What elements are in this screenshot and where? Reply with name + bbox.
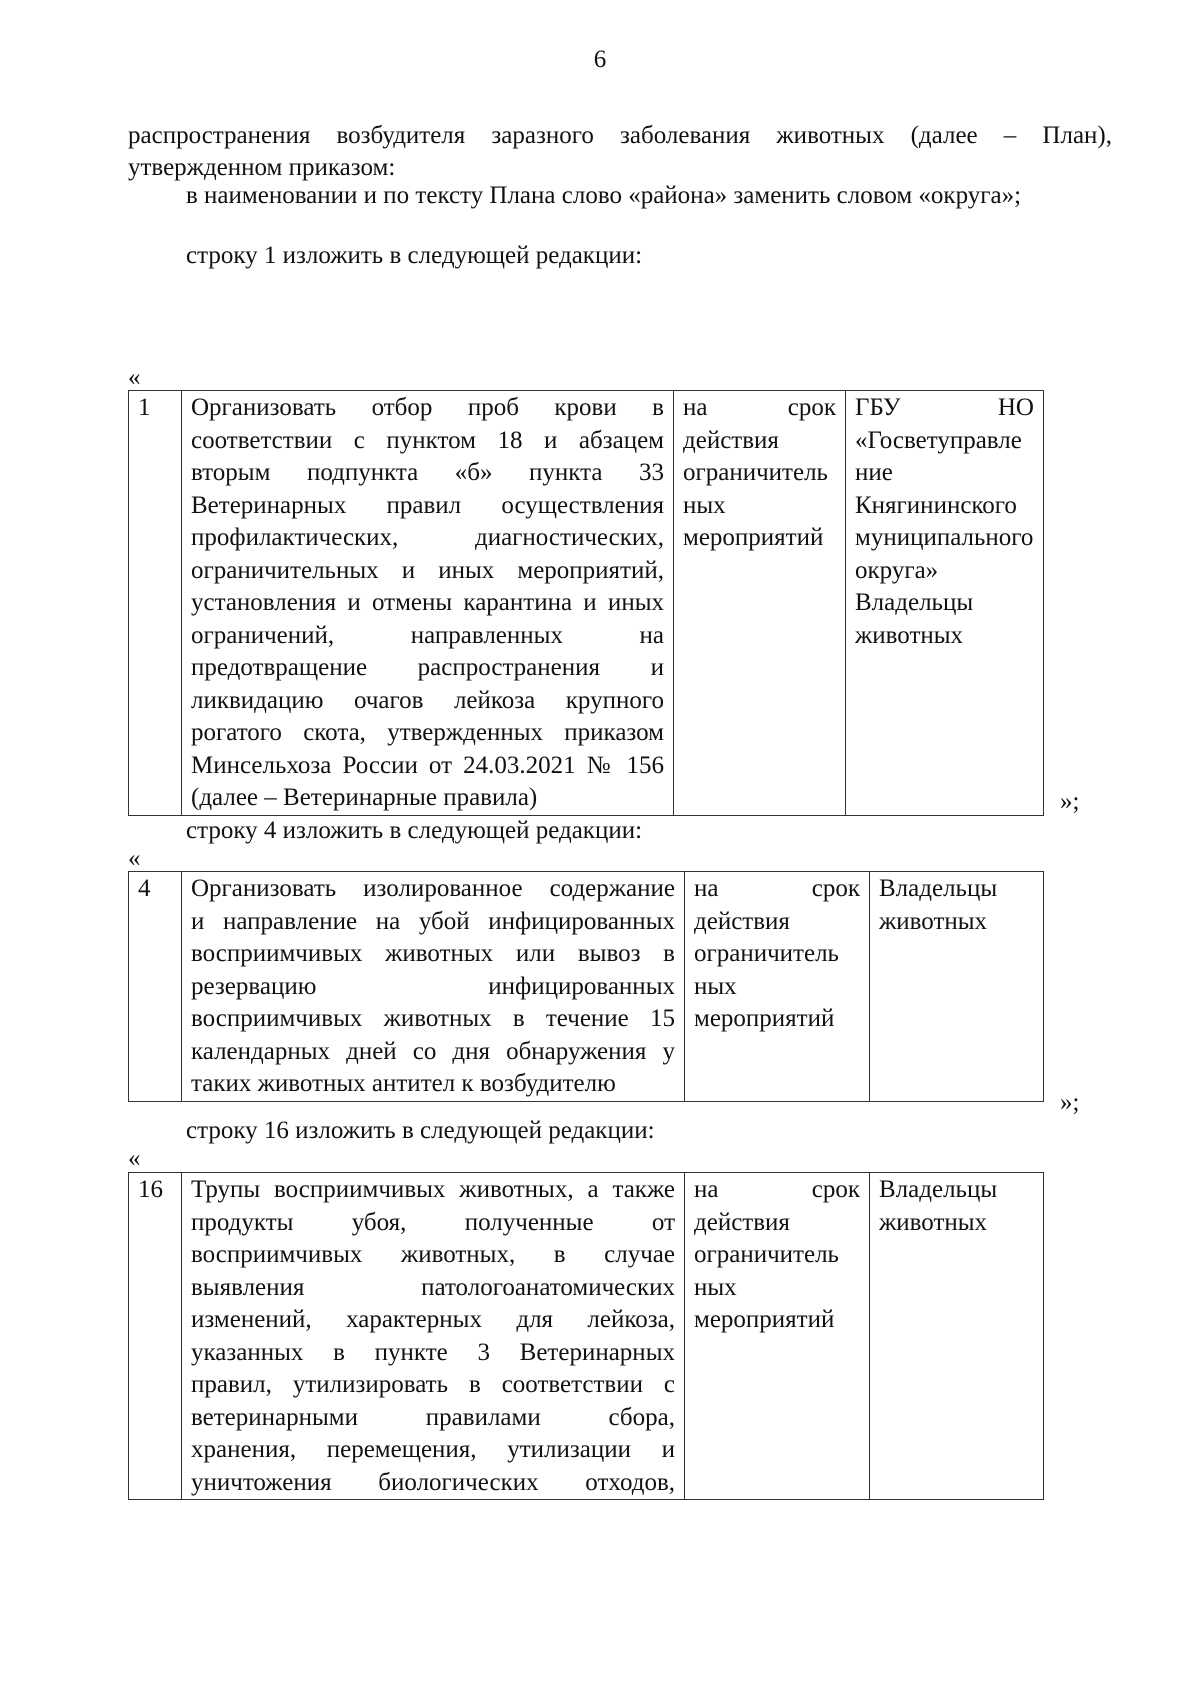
action-line: Организовать отбор проб крови в: [191, 394, 664, 421]
row-number-cell: 1: [129, 391, 182, 816]
action-line: соответствии с пунктом 18 и абзацем: [191, 426, 664, 454]
opening-quote-row-16: «: [128, 1145, 141, 1172]
responsible-line: ГБУ НО: [855, 394, 1034, 421]
action-line: продукты убоя, полученные от: [191, 1208, 675, 1236]
action-cell: [182, 872, 685, 1102]
amendment-table-row-1: [128, 390, 1044, 816]
row-1-heading: строку 1 изложить в следующей редакции:: [186, 242, 643, 269]
action-line: рогатого скота, утвержденных приказом: [191, 719, 664, 746]
action-line: восприимчивых животных или вывоз в: [191, 940, 675, 967]
action-line: правил, утилизировать в соответствии с: [191, 1371, 675, 1398]
action-line: ограничительных и иных мероприятий,: [191, 556, 664, 584]
table-row: [129, 872, 1044, 1102]
action-line: ограничений, направленных на: [191, 621, 664, 649]
row-number-cell: 16: [129, 1173, 182, 1500]
term-line: мероприятий: [683, 524, 824, 551]
amendment-table-row-16: [128, 1172, 1044, 1500]
action-line: ветеринарными правилами сбора,: [191, 1403, 675, 1431]
responsible-line: Владельцы: [879, 875, 998, 902]
action-line: восприимчивых животных, в случае: [191, 1241, 675, 1268]
action-line: резервацию инфицированных: [191, 972, 675, 1000]
intro-paragraph: распространения возбудителя заразного заболевания животных (далее – План), утвержденном приказом:: [128, 122, 1112, 181]
action-line: ликвидацию очагов лейкоза крупного: [191, 686, 664, 714]
action-line: таких животных антител к возбудителю: [191, 1070, 616, 1097]
action-line: изменений, характерных для лейкоза,: [191, 1306, 675, 1333]
responsible-cell: [846, 391, 1044, 816]
responsible-line: Владельцы: [855, 589, 974, 616]
action-line: Трупы восприимчивых животных, а также: [191, 1176, 675, 1203]
amendment-table-row-4: [128, 871, 1044, 1102]
responsible-line: Владельцы: [879, 1176, 998, 1203]
term-line: ограничитель: [683, 459, 828, 486]
responsible-line: округа»: [855, 556, 939, 584]
term-line: на срок: [683, 394, 836, 421]
responsible-line: ние: [855, 459, 893, 486]
table-row: [129, 391, 1044, 816]
action-cell: [182, 391, 674, 816]
responsible-line: Княгининского: [855, 491, 1017, 519]
row-number-cell: 4: [129, 872, 182, 1102]
action-line: Ветеринарных правил осуществления: [191, 491, 664, 519]
responsible-line: муниципального: [855, 524, 1034, 551]
action-line: календарных дней со дня обнаружения у: [191, 1037, 675, 1065]
responsible-cell: [870, 872, 1044, 1102]
term-line: мероприятий: [694, 1005, 835, 1032]
action-line: Организовать изолированное содержание: [191, 875, 675, 902]
term-cell: [674, 391, 846, 816]
replace-word-paragraph: в наименовании и по тексту Плана слово «района» заменить словом «округа»;: [186, 182, 1022, 209]
responsible-line: животных: [879, 907, 988, 935]
responsible-line: животных: [855, 621, 964, 649]
term-cell: [685, 872, 870, 1102]
action-line: вторым подпункта «б» пункта 33: [191, 459, 664, 486]
action-line: и направление на убой инфицированных: [191, 907, 675, 935]
term-line: ных: [694, 972, 737, 1000]
responsible-line: «Госветуправле: [855, 426, 1022, 454]
closing-quote-row-4: »;: [1060, 1089, 1080, 1116]
action-line: указанных в пункте 3 Ветеринарных: [191, 1338, 675, 1366]
term-line: ных: [683, 491, 726, 519]
term-line: действия: [683, 426, 779, 454]
term-line: действия: [694, 1208, 790, 1236]
action-line: уничтожения биологических отходов,: [191, 1468, 675, 1496]
term-line: на срок: [694, 875, 860, 902]
responsible-line: животных: [879, 1208, 988, 1236]
opening-quote-row-4: «: [128, 845, 141, 872]
action-line: профилактических, диагностических,: [191, 524, 664, 551]
closing-quote-row-1: »;: [1060, 788, 1080, 815]
term-line: ограничитель: [694, 940, 839, 967]
action-line: выявления патологоанатомических: [191, 1273, 675, 1301]
term-line: ных: [694, 1273, 737, 1301]
term-line: мероприятий: [694, 1306, 835, 1333]
table-row: [129, 1173, 1044, 1500]
opening-quote-row-1: «: [128, 364, 141, 391]
row-4-heading: строку 4 изложить в следующей редакции:: [186, 817, 643, 844]
page-number: 6: [593, 46, 607, 73]
row-16-heading: строку 16 изложить в следующей редакции:: [186, 1117, 655, 1144]
action-line: хранения, перемещения, утилизации и: [191, 1436, 675, 1463]
action-line: предотвращение распространения и: [191, 654, 664, 681]
responsible-cell: [870, 1173, 1044, 1500]
term-line: ограничитель: [694, 1241, 839, 1268]
term-cell: [685, 1173, 870, 1500]
action-line: (далее – Ветеринарные правила): [191, 784, 538, 811]
action-cell: [182, 1173, 685, 1500]
term-line: на срок: [694, 1176, 860, 1203]
term-line: действия: [694, 907, 790, 935]
action-line: установления и отмены карантина и иных: [191, 589, 664, 616]
action-line: восприимчивых животных в течение 15: [191, 1005, 675, 1032]
action-line: Минсельхоза России от 24.03.2021 № 156: [191, 751, 664, 779]
